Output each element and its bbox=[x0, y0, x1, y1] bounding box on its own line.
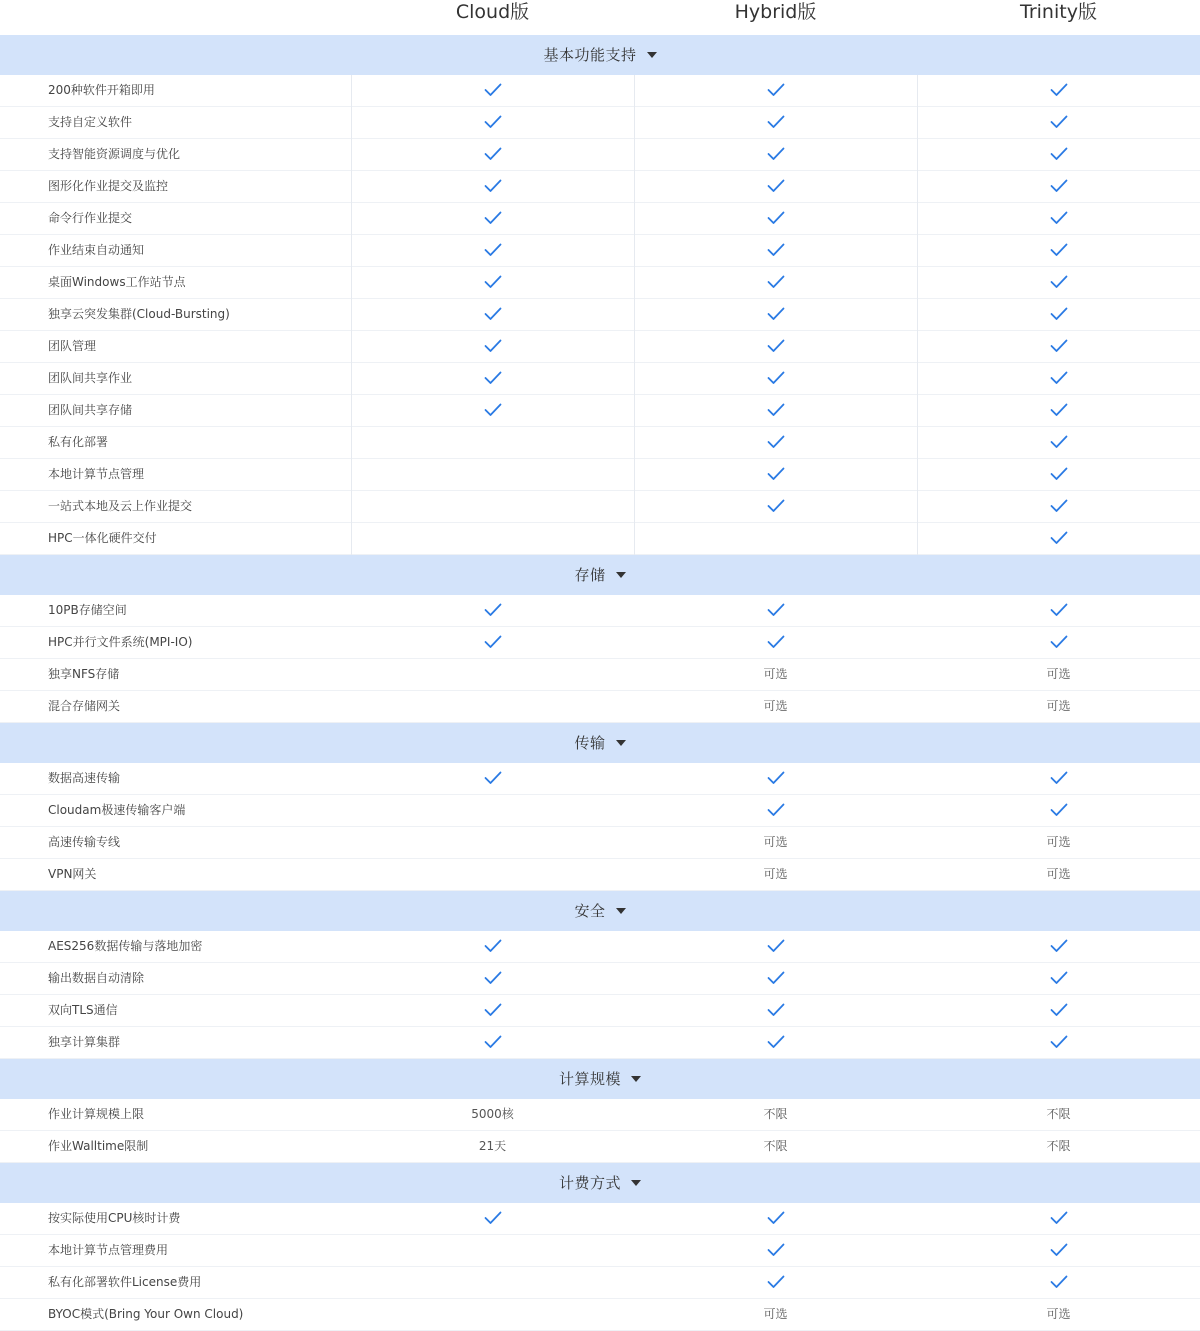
check-icon bbox=[767, 635, 785, 649]
feature-cell bbox=[351, 1131, 634, 1162]
section-title: 传输 bbox=[574, 734, 606, 752]
feature-cell bbox=[917, 267, 1200, 298]
table-row bbox=[0, 203, 1200, 235]
check-icon bbox=[1050, 803, 1068, 817]
table-row bbox=[0, 107, 1200, 139]
feature-cell bbox=[351, 75, 634, 106]
feature-cell bbox=[351, 203, 634, 234]
feature-cell bbox=[917, 235, 1200, 266]
feature-cell bbox=[351, 1027, 634, 1058]
feature-cell bbox=[351, 459, 634, 490]
table-row bbox=[0, 139, 1200, 171]
caret-down-icon[interactable] bbox=[616, 572, 626, 578]
feature-cell bbox=[634, 331, 917, 362]
feature-value: 可选 bbox=[763, 835, 788, 849]
check-icon bbox=[1050, 307, 1068, 321]
feature-value: 可选 bbox=[1046, 835, 1071, 849]
table-row bbox=[0, 691, 1200, 723]
feature-cell bbox=[351, 827, 634, 858]
feature-cell bbox=[351, 395, 634, 426]
table-row bbox=[0, 595, 1200, 627]
check-icon bbox=[1050, 243, 1068, 257]
feature-label: 图形化作业提交及监控 bbox=[48, 179, 169, 193]
feature-cell bbox=[917, 395, 1200, 426]
check-icon bbox=[767, 1275, 785, 1289]
feature-label: 独享云突发集群(Cloud-Bursting) bbox=[48, 307, 230, 321]
feature-label: Cloudam极速传输客户端 bbox=[48, 803, 186, 817]
feature-label: 团队管理 bbox=[48, 339, 97, 353]
feature-cell bbox=[917, 107, 1200, 138]
check-icon bbox=[1050, 1211, 1068, 1225]
feature-cell bbox=[634, 1203, 917, 1234]
check-icon bbox=[1050, 1003, 1068, 1017]
feature-cell bbox=[351, 963, 634, 994]
feature-cell bbox=[351, 523, 634, 554]
feature-label: 作业计算规模上限 bbox=[48, 1107, 145, 1121]
table-row bbox=[0, 1027, 1200, 1059]
check-icon bbox=[1050, 499, 1068, 513]
check-icon bbox=[484, 371, 502, 385]
feature-label: 支持智能资源调度与优化 bbox=[48, 147, 181, 161]
feature-value: 不限 bbox=[1046, 1107, 1071, 1121]
feature-cell bbox=[351, 931, 634, 962]
feature-label: 支持自定义软件 bbox=[48, 115, 133, 129]
feature-label: 10PB存储空间 bbox=[48, 603, 127, 617]
check-icon bbox=[767, 771, 785, 785]
table-row bbox=[0, 763, 1200, 795]
feature-cell bbox=[634, 763, 917, 794]
check-icon bbox=[767, 499, 785, 513]
feature-value: 可选 bbox=[763, 867, 788, 881]
feature-cell bbox=[917, 1099, 1200, 1130]
feature-cell bbox=[917, 827, 1200, 858]
feature-cell bbox=[634, 427, 917, 458]
feature-label: 桌面Windows工作站节点 bbox=[48, 275, 186, 289]
feature-cell bbox=[917, 1267, 1200, 1298]
check-icon bbox=[767, 435, 785, 449]
feature-cell bbox=[634, 627, 917, 658]
feature-label: VPN网关 bbox=[48, 867, 97, 881]
table-row bbox=[0, 523, 1200, 555]
feature-cell bbox=[351, 995, 634, 1026]
check-icon bbox=[1050, 939, 1068, 953]
feature-cell bbox=[634, 139, 917, 170]
table-row bbox=[0, 427, 1200, 459]
feature-cell bbox=[917, 995, 1200, 1026]
feature-value: 可选 bbox=[1046, 667, 1071, 681]
check-icon bbox=[767, 339, 785, 353]
section-title: 计算规模 bbox=[558, 1070, 621, 1088]
feature-label: AES256数据传输与落地加密 bbox=[48, 939, 203, 953]
feature-label: 数据高速传输 bbox=[48, 771, 121, 785]
feature-cell bbox=[634, 235, 917, 266]
check-icon bbox=[767, 307, 785, 321]
check-icon bbox=[1050, 771, 1068, 785]
table-row bbox=[0, 1299, 1200, 1331]
feature-label: 独享计算集群 bbox=[48, 1035, 121, 1049]
table-row bbox=[0, 459, 1200, 491]
table-row bbox=[0, 627, 1200, 659]
feature-cell bbox=[634, 795, 917, 826]
feature-cell bbox=[634, 267, 917, 298]
feature-cell bbox=[917, 299, 1200, 330]
feature-value: 可选 bbox=[763, 1307, 788, 1321]
check-icon bbox=[1050, 603, 1068, 617]
check-icon bbox=[1050, 1035, 1068, 1049]
check-icon bbox=[484, 771, 502, 785]
feature-cell bbox=[351, 595, 634, 626]
feature-cell bbox=[351, 627, 634, 658]
feature-cell bbox=[634, 75, 917, 106]
feature-cell bbox=[634, 691, 917, 722]
feature-cell bbox=[917, 963, 1200, 994]
feature-label: 高速传输专线 bbox=[48, 835, 121, 849]
feature-cell bbox=[917, 659, 1200, 690]
table-row bbox=[0, 859, 1200, 891]
feature-cell bbox=[634, 963, 917, 994]
check-icon bbox=[767, 211, 785, 225]
column-divider bbox=[917, 75, 918, 555]
feature-cell bbox=[917, 459, 1200, 490]
check-icon bbox=[767, 243, 785, 257]
section-header[interactable] bbox=[0, 35, 1200, 75]
caret-down-icon[interactable] bbox=[631, 1076, 641, 1082]
table-row bbox=[0, 1203, 1200, 1235]
feature-value: 不限 bbox=[763, 1139, 788, 1153]
feature-label: 私有化部署软件License费用 bbox=[48, 1275, 202, 1289]
section-header[interactable] bbox=[0, 555, 1200, 595]
feature-cell bbox=[917, 1299, 1200, 1330]
check-icon bbox=[1050, 435, 1068, 449]
section-title: 基本功能支持 bbox=[543, 46, 637, 64]
check-icon bbox=[1050, 467, 1068, 481]
feature-cell bbox=[351, 139, 634, 170]
feature-label: 混合存储网关 bbox=[48, 699, 121, 713]
check-icon bbox=[767, 179, 785, 193]
column-divider bbox=[634, 75, 635, 555]
feature-cell bbox=[351, 331, 634, 362]
column-header-trinity: Trinity版 bbox=[1020, 1, 1097, 23]
feature-cell bbox=[917, 691, 1200, 722]
section-header[interactable] bbox=[0, 1163, 1200, 1203]
feature-cell bbox=[634, 1235, 917, 1266]
feature-cell bbox=[351, 1235, 634, 1266]
feature-label: 输出数据自动清除 bbox=[48, 971, 145, 985]
check-icon bbox=[767, 467, 785, 481]
feature-cell bbox=[351, 267, 634, 298]
feature-cell bbox=[917, 627, 1200, 658]
feature-value: 21天 bbox=[478, 1139, 507, 1153]
feature-value: 可选 bbox=[1046, 699, 1071, 713]
table-row bbox=[0, 963, 1200, 995]
feature-label: 双向TLS通信 bbox=[48, 1003, 118, 1017]
feature-cell bbox=[351, 299, 634, 330]
section-title: 存储 bbox=[574, 566, 606, 584]
feature-label: 作业结束自动通知 bbox=[48, 243, 145, 257]
check-icon bbox=[484, 939, 502, 953]
section-header[interactable] bbox=[0, 1059, 1200, 1099]
feature-cell bbox=[634, 395, 917, 426]
table-row bbox=[0, 299, 1200, 331]
table-row bbox=[0, 795, 1200, 827]
table-row bbox=[0, 1267, 1200, 1299]
feature-label: 按实际使用CPU核时计费 bbox=[48, 1211, 181, 1225]
section-title: 安全 bbox=[574, 902, 606, 920]
feature-cell bbox=[351, 1299, 634, 1330]
feature-cell bbox=[634, 659, 917, 690]
column-header-cloud: Cloud版 bbox=[455, 1, 530, 23]
feature-cell bbox=[634, 827, 917, 858]
feature-label: 团队间共享存储 bbox=[48, 403, 133, 417]
feature-value: 可选 bbox=[1046, 867, 1071, 881]
table-row bbox=[0, 363, 1200, 395]
check-icon bbox=[1050, 1275, 1068, 1289]
feature-cell bbox=[351, 1203, 634, 1234]
caret-down-icon[interactable] bbox=[631, 1180, 641, 1186]
section-title: 计费方式 bbox=[558, 1174, 621, 1192]
caret-down-icon[interactable] bbox=[616, 908, 626, 914]
check-icon bbox=[1050, 83, 1068, 97]
table-row bbox=[0, 331, 1200, 363]
check-icon bbox=[767, 115, 785, 129]
feature-cell bbox=[351, 363, 634, 394]
check-icon bbox=[1050, 211, 1068, 225]
feature-cell bbox=[634, 1099, 917, 1130]
check-icon bbox=[484, 307, 502, 321]
feature-cell bbox=[351, 235, 634, 266]
feature-cell bbox=[917, 203, 1200, 234]
caret-down-icon[interactable] bbox=[616, 740, 626, 746]
feature-label: BYOC模式(Bring Your Own Cloud) bbox=[48, 1307, 244, 1321]
feature-cell bbox=[351, 795, 634, 826]
feature-cell bbox=[634, 859, 917, 890]
feature-cell bbox=[634, 931, 917, 962]
feature-cell bbox=[634, 107, 917, 138]
table-row bbox=[0, 267, 1200, 299]
table-row bbox=[0, 395, 1200, 427]
feature-cell bbox=[634, 1027, 917, 1058]
check-icon bbox=[1050, 339, 1068, 353]
check-icon bbox=[484, 971, 502, 985]
check-icon bbox=[484, 1211, 502, 1225]
feature-label: HPC一体化硬件交付 bbox=[48, 531, 157, 545]
check-icon bbox=[1050, 147, 1068, 161]
check-icon bbox=[484, 83, 502, 97]
feature-cell bbox=[917, 859, 1200, 890]
feature-cell bbox=[634, 1299, 917, 1330]
check-icon bbox=[767, 971, 785, 985]
check-icon bbox=[484, 1003, 502, 1017]
check-icon bbox=[1050, 115, 1068, 129]
check-icon bbox=[1050, 179, 1068, 193]
section-header[interactable] bbox=[0, 723, 1200, 763]
table-row bbox=[0, 1131, 1200, 1163]
feature-cell bbox=[917, 171, 1200, 202]
feature-cell bbox=[634, 459, 917, 490]
table-row bbox=[0, 491, 1200, 523]
feature-cell bbox=[351, 171, 634, 202]
feature-cell bbox=[917, 427, 1200, 458]
feature-value: 5000核 bbox=[471, 1107, 514, 1121]
check-icon bbox=[484, 243, 502, 257]
feature-cell bbox=[351, 859, 634, 890]
check-icon bbox=[1050, 371, 1068, 385]
check-icon bbox=[767, 603, 785, 617]
feature-label: 私有化部署 bbox=[48, 435, 109, 449]
feature-cell bbox=[917, 1131, 1200, 1162]
check-icon bbox=[484, 115, 502, 129]
check-icon bbox=[484, 147, 502, 161]
table-row bbox=[0, 235, 1200, 267]
feature-cell bbox=[917, 595, 1200, 626]
feature-cell bbox=[917, 931, 1200, 962]
check-icon bbox=[767, 1035, 785, 1049]
table-row bbox=[0, 1235, 1200, 1267]
feature-cell bbox=[634, 363, 917, 394]
feature-value: 不限 bbox=[763, 1107, 788, 1121]
check-icon bbox=[1050, 1243, 1068, 1257]
table-row bbox=[0, 75, 1200, 107]
feature-cell bbox=[917, 763, 1200, 794]
feature-label: 本地计算节点管理费用 bbox=[48, 1243, 169, 1257]
feature-cell bbox=[634, 995, 917, 1026]
feature-label: 团队间共享作业 bbox=[48, 371, 133, 385]
feature-value: 可选 bbox=[763, 667, 788, 681]
caret-down-icon[interactable] bbox=[647, 52, 657, 58]
check-icon bbox=[1050, 531, 1068, 545]
feature-cell bbox=[917, 75, 1200, 106]
feature-label: 作业Walltime限制 bbox=[48, 1139, 149, 1153]
table-row bbox=[0, 995, 1200, 1027]
feature-value: 可选 bbox=[1046, 1307, 1071, 1321]
feature-cell bbox=[351, 491, 634, 522]
check-icon bbox=[767, 1003, 785, 1017]
feature-cell bbox=[634, 1267, 917, 1298]
feature-cell bbox=[634, 523, 917, 554]
table-row bbox=[0, 827, 1200, 859]
column-divider bbox=[351, 75, 352, 555]
check-icon bbox=[767, 1211, 785, 1225]
check-icon bbox=[767, 403, 785, 417]
feature-cell bbox=[917, 491, 1200, 522]
feature-cell bbox=[634, 299, 917, 330]
check-icon bbox=[767, 1243, 785, 1257]
check-icon bbox=[1050, 971, 1068, 985]
feature-label: 独享NFS存储 bbox=[48, 667, 120, 681]
feature-cell bbox=[351, 427, 634, 458]
feature-cell bbox=[351, 1099, 634, 1130]
check-icon bbox=[1050, 635, 1068, 649]
check-icon bbox=[484, 403, 502, 417]
feature-cell bbox=[351, 107, 634, 138]
table-row bbox=[0, 1099, 1200, 1131]
feature-label: 本地计算节点管理 bbox=[48, 467, 145, 481]
check-icon bbox=[484, 339, 502, 353]
check-icon bbox=[767, 275, 785, 289]
feature-value: 可选 bbox=[763, 699, 788, 713]
feature-cell bbox=[917, 523, 1200, 554]
feature-cell bbox=[917, 795, 1200, 826]
feature-cell bbox=[351, 659, 634, 690]
check-icon bbox=[484, 275, 502, 289]
table-row bbox=[0, 931, 1200, 963]
feature-cell bbox=[917, 1203, 1200, 1234]
check-icon bbox=[1050, 275, 1068, 289]
feature-label: 200种软件开箱即用 bbox=[48, 83, 155, 97]
table-row bbox=[0, 659, 1200, 691]
feature-cell bbox=[917, 139, 1200, 170]
section-header[interactable] bbox=[0, 891, 1200, 931]
table-row bbox=[0, 171, 1200, 203]
check-icon bbox=[484, 211, 502, 225]
feature-cell bbox=[917, 331, 1200, 362]
check-icon bbox=[767, 939, 785, 953]
feature-cell bbox=[634, 1131, 917, 1162]
check-icon bbox=[484, 603, 502, 617]
check-icon bbox=[767, 147, 785, 161]
check-icon bbox=[484, 1035, 502, 1049]
feature-cell bbox=[917, 363, 1200, 394]
feature-label: HPC并行文件系统(MPI-IO) bbox=[48, 635, 193, 649]
feature-cell bbox=[634, 171, 917, 202]
check-icon bbox=[484, 635, 502, 649]
check-icon bbox=[767, 803, 785, 817]
feature-cell bbox=[351, 763, 634, 794]
feature-cell bbox=[917, 1235, 1200, 1266]
feature-label: 命令行作业提交 bbox=[48, 211, 133, 225]
feature-cell bbox=[634, 491, 917, 522]
feature-cell bbox=[351, 1267, 634, 1298]
feature-value: 不限 bbox=[1046, 1139, 1071, 1153]
feature-cell bbox=[917, 1027, 1200, 1058]
check-icon bbox=[484, 179, 502, 193]
column-header-hybrid: Hybrid版 bbox=[734, 1, 817, 23]
feature-cell bbox=[634, 595, 917, 626]
check-icon bbox=[767, 83, 785, 97]
feature-cell bbox=[634, 203, 917, 234]
check-icon bbox=[1050, 403, 1068, 417]
feature-cell bbox=[351, 691, 634, 722]
feature-label: 一站式本地及云上作业提交 bbox=[48, 499, 193, 513]
header-row bbox=[0, 0, 1200, 35]
check-icon bbox=[767, 371, 785, 385]
